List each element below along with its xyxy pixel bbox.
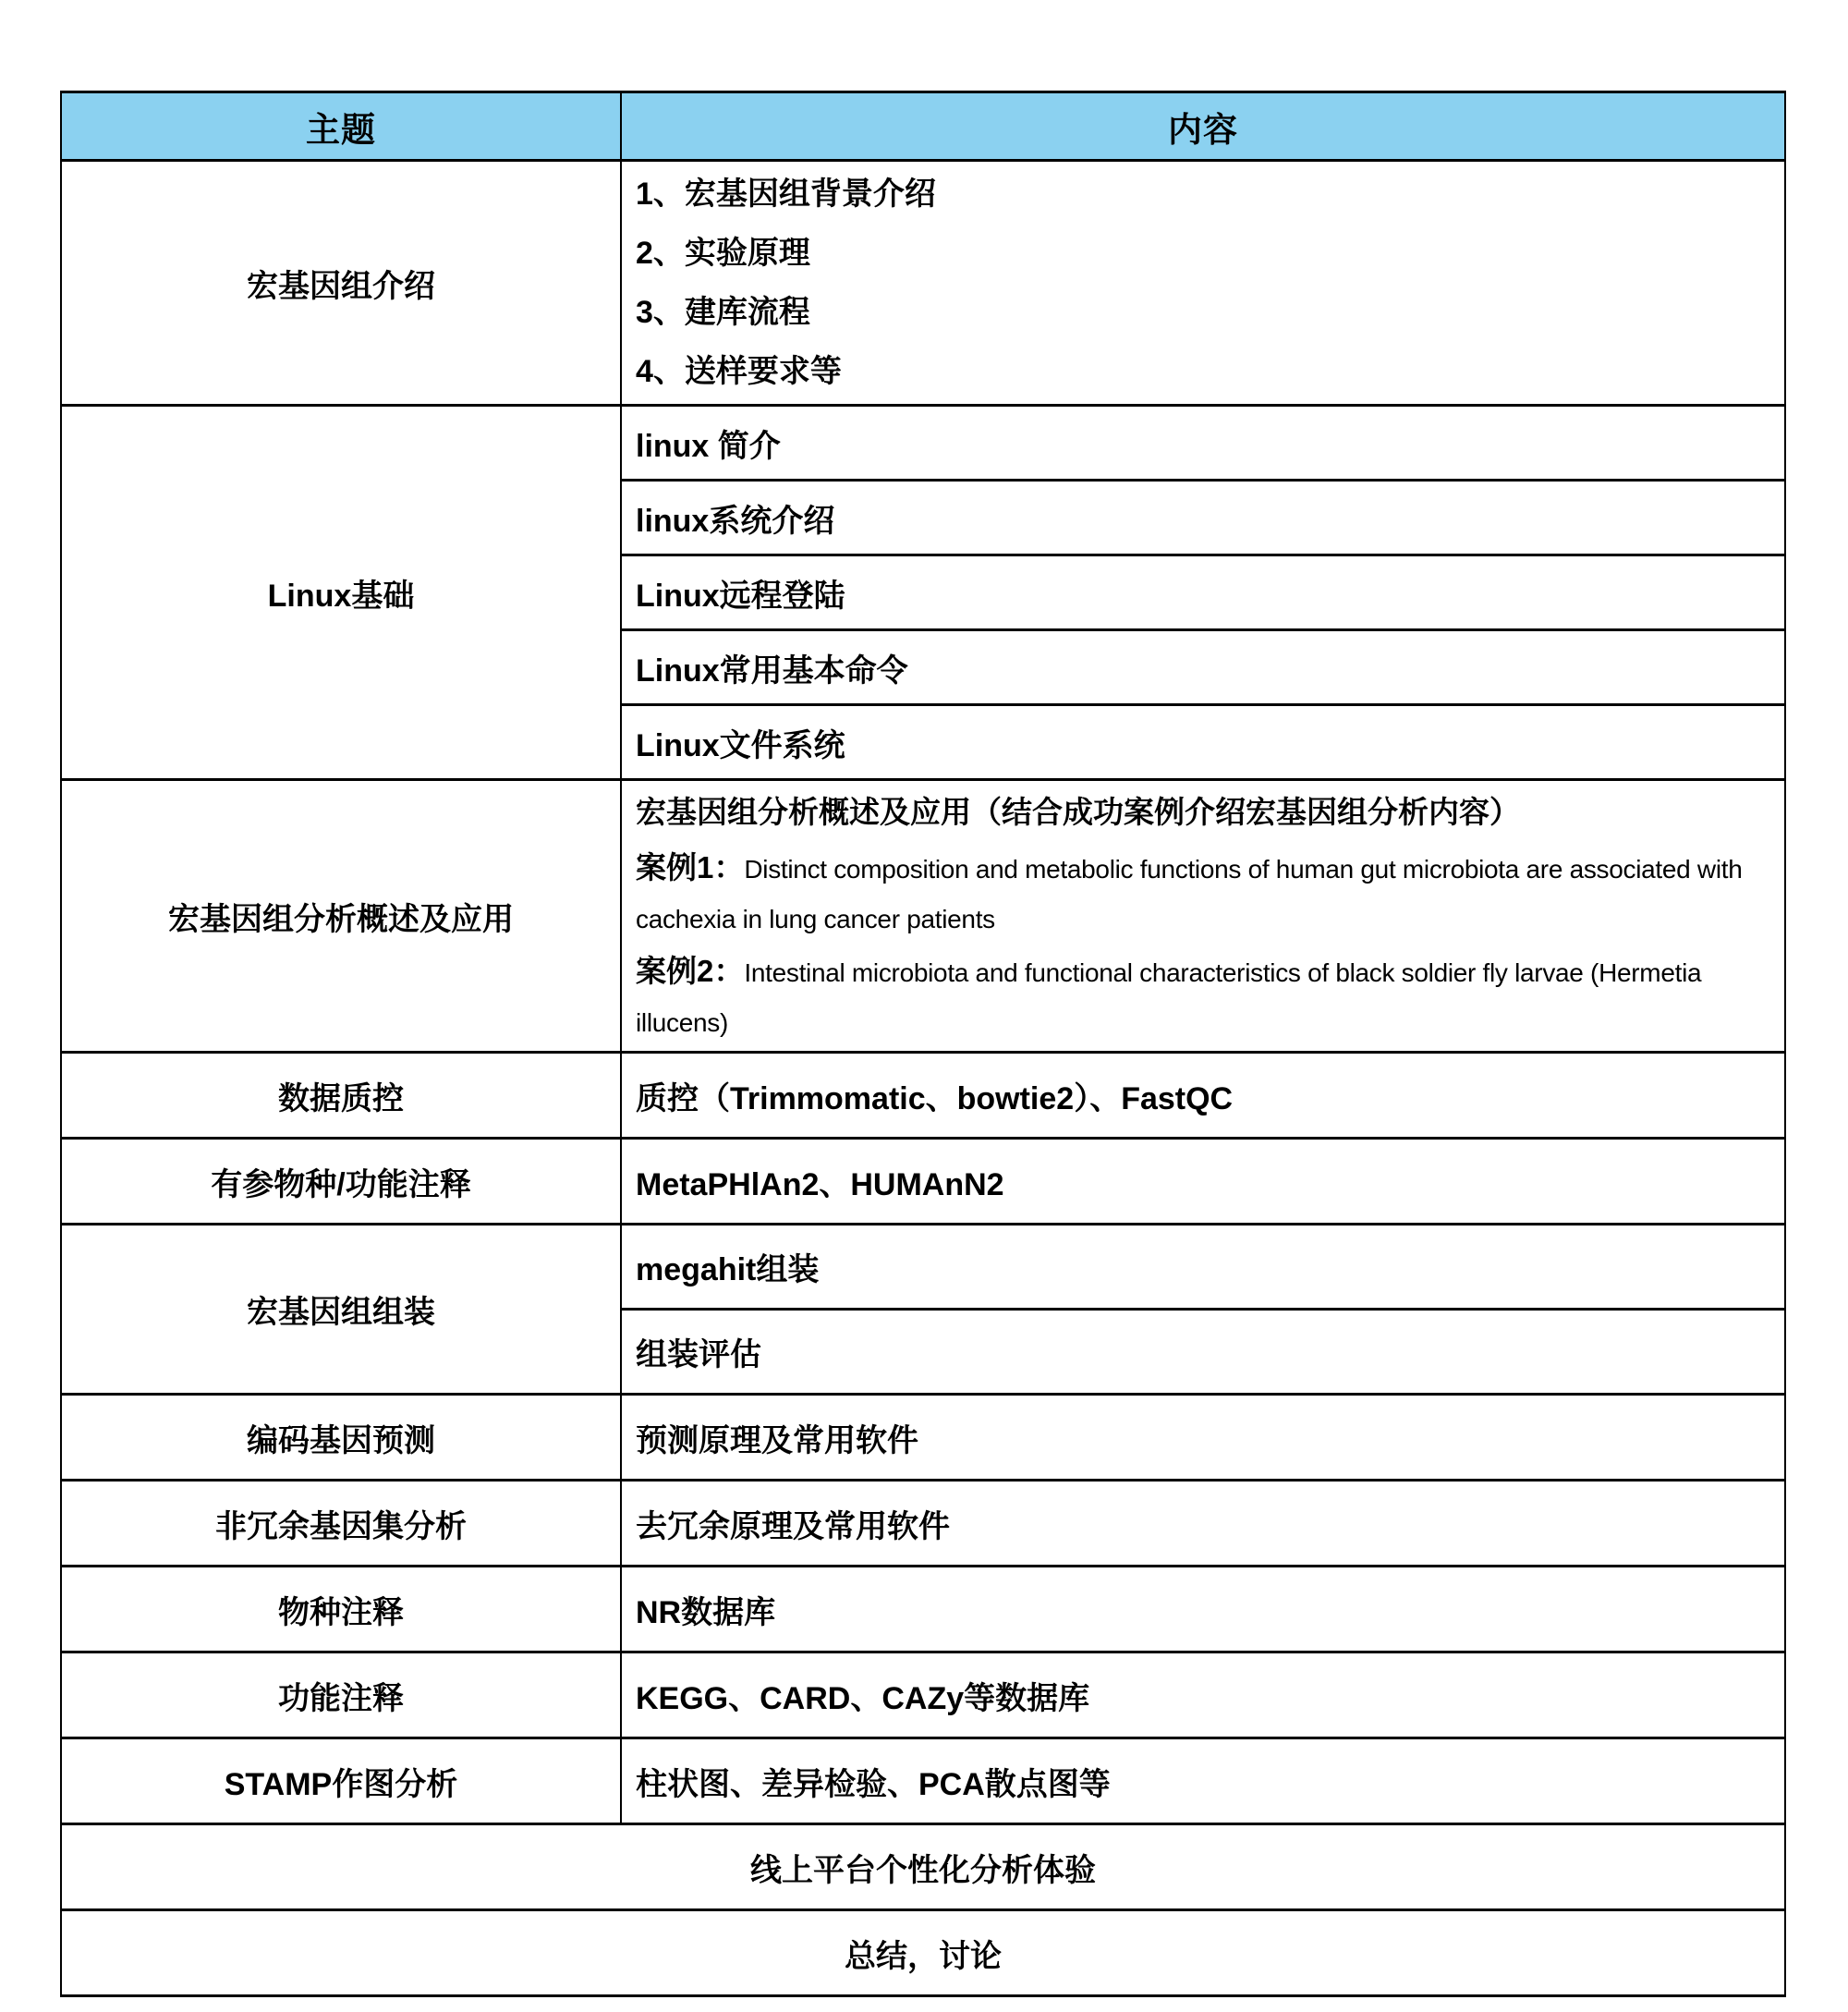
assembly-subrow: megahit组装	[621, 1225, 1785, 1310]
table-row	[61, 1225, 1785, 1310]
row-intro-topic: 宏基因组介绍	[61, 161, 621, 406]
row-overview-content	[621, 780, 1785, 1053]
row-overview-topic: 宏基因组分析概述及应用	[61, 780, 621, 1053]
overview-case1	[636, 843, 1775, 945]
table-row	[61, 1395, 1785, 1481]
course-schedule-table	[60, 91, 1786, 1997]
row-nonredundant-content: 去冗余原理及常用软件	[621, 1481, 1785, 1567]
row-linux-topic: Linux基础	[61, 406, 621, 780]
intro-item: 3、建库流程	[636, 295, 810, 330]
case2-text: Intestinal microbiota and functional characteristics of black soldier fly larvae (Hermetia illucens)	[636, 958, 1702, 1037]
intro-item: 1、宏基因组背景介绍	[636, 177, 936, 212]
table-row	[61, 1652, 1785, 1738]
row-taxonomy-content: NR数据库	[621, 1567, 1785, 1652]
row-intro-content	[621, 161, 1785, 406]
table-row	[61, 1824, 1785, 1910]
row-qc-content: 质控（Trimmomatic、bowtie2）、FastQC	[621, 1053, 1785, 1139]
row-gene-prediction-content: 预测原理及常用软件	[621, 1395, 1785, 1481]
header-topic: 主题	[61, 92, 621, 161]
assembly-subrow: 组装评估	[621, 1310, 1785, 1395]
case2-label: 案例2：	[636, 954, 745, 988]
row-function-content: KEGG、CARD、CAZy等数据库	[621, 1652, 1785, 1738]
table-row	[61, 406, 1785, 481]
linux-subrow: Linux远程登陆	[621, 555, 1785, 630]
overview-case2	[636, 946, 1775, 1048]
overview-intro-line: 宏基因组分析概述及应用（结合成功案例介绍宏基因组分析内容）	[636, 795, 1520, 829]
row-ref-annotation-content: MetaPHlAn2、HUMAnN2	[621, 1139, 1785, 1225]
table-row	[61, 1738, 1785, 1824]
table-row	[61, 161, 1785, 406]
case1-text: Distinct composition and metabolic functions of human gut microbiota are associated with cachexia in lung cancer patients	[636, 855, 1743, 933]
case1-label: 案例1：	[636, 850, 745, 884]
intro-item: 2、实验原理	[636, 236, 810, 271]
row-summary: 总结，讨论	[61, 1910, 1785, 1996]
row-online-platform: 线上平台个性化分析体验	[61, 1824, 1785, 1910]
linux-subrow: Linux常用基本命令	[621, 630, 1785, 705]
row-gene-prediction-topic: 编码基因预测	[61, 1395, 621, 1481]
row-stamp-content: 柱状图、差异检验、PCA散点图等	[621, 1738, 1785, 1824]
row-stamp-topic: STAMP作图分析	[61, 1738, 621, 1824]
table-row	[61, 780, 1785, 1053]
header-content: 内容	[621, 92, 1785, 161]
table-row	[61, 1139, 1785, 1225]
linux-subrow: linux 简介	[621, 406, 1785, 481]
linux-subrow: Linux文件系统	[621, 705, 1785, 780]
row-function-topic: 功能注释	[61, 1652, 621, 1738]
row-qc-topic: 数据质控	[61, 1053, 621, 1139]
row-assembly-topic: 宏基因组组装	[61, 1225, 621, 1395]
row-ref-annotation-topic: 有参物种/功能注释	[61, 1139, 621, 1225]
intro-item: 4、送样要求等	[636, 354, 842, 389]
row-nonredundant-topic: 非冗余基因集分析	[61, 1481, 621, 1567]
course-schedule	[60, 91, 1786, 1997]
table-row	[61, 1053, 1785, 1139]
table-row	[61, 1910, 1785, 1996]
linux-subrow: linux系统介绍	[621, 481, 1785, 555]
table-header-row	[61, 92, 1785, 161]
table-row	[61, 1481, 1785, 1567]
table-row	[61, 1567, 1785, 1652]
row-taxonomy-topic: 物种注释	[61, 1567, 621, 1652]
